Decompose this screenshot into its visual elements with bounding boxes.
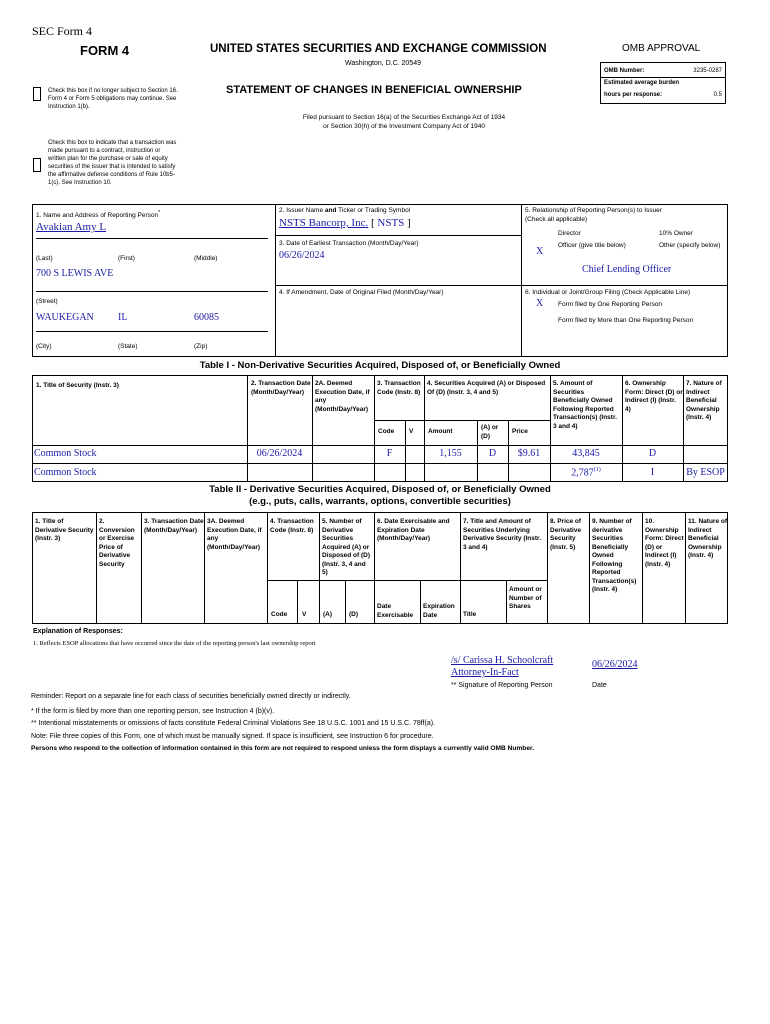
t1-r2-owned: 2,787$^{(1)}$ [571, 467, 601, 479]
footnote-1: 1. Reflects ESOP allocations that have occurred since the date of the reporting person's last ownership report [33, 640, 316, 647]
zip-value: 60085 [194, 312, 219, 323]
t1-h4: 4. Securities Acquired (A) or Disposed Of (D) (Instr. 3, 4 and 5) [427, 380, 546, 396]
t1-h-price: Price [512, 428, 528, 435]
table-row: Common Stock [34, 448, 97, 459]
explanation-label: Explanation of Responses: [33, 628, 123, 635]
earliest-date-value: 06/26/2024 [279, 250, 325, 261]
signature-label: ** Signature of Reporting Person [451, 682, 553, 689]
signature-name[interactable]: /s/ Carissa H. Schoolcraft Attorney-In-Fact [451, 655, 554, 678]
t2-h-date-ex: Date Exercisable [377, 603, 414, 619]
t1-r1-date: 06/26/2024 [256, 448, 303, 459]
relationship-label: 5. Relationship of Reporting Person(s) to Issuer (Check all applicable) [525, 207, 662, 223]
rule-10b5-checkbox[interactable] [33, 158, 41, 172]
middle-label: (Middle) [194, 255, 218, 262]
t1-h5: 5. Amount of Securities Beneficially Owned Following Reported Transaction(s) (Instr. 3 and 4) [553, 380, 617, 430]
zip-label: (Zip) [194, 343, 208, 350]
reminder-text: Reminder: Report on a separate line for each class of securities beneficially owned directly or indirectly. [31, 693, 351, 700]
city-label: (City) [36, 343, 52, 350]
section16-checkbox[interactable] [33, 87, 41, 101]
t2-h5: 5. Number of Derivative Securities Acquired (A) or Disposed of (D) (Instr. 3, 4 and 5) [322, 518, 371, 576]
omb-number-label: OMB Number: [604, 68, 645, 74]
t1-h6: 6. Ownership Form: Direct (D) or Indirect (I) (Instr. 4) [625, 380, 683, 413]
issuer-name[interactable]: NSTS Bancorp, Inc. [279, 217, 369, 229]
t1-h-v: V [409, 428, 414, 435]
officer-title: Chief Lending Officer [582, 264, 672, 275]
omb-approval-title: OMB APPROVAL [622, 43, 701, 54]
owner10-label: 10% Owner [659, 230, 693, 237]
director-label: Director [558, 230, 581, 237]
t2-h3: 3. Transaction Date (Month/Day/Year) [144, 518, 204, 534]
t2-h-a: (A) [323, 611, 333, 618]
t1-h-aord: (A) or (D) [481, 424, 499, 440]
hours-label: hours per response: [604, 92, 663, 98]
rule-10b5-text: Check this box to indicate that a transaction was made pursuant to a contract, instruction or written plan for the purchase or sale of equity securities of the issuer that is intended to satisfy the affirmative defense conditions of Rule 10b5-1(c). See Instruction 10. [48, 140, 177, 186]
street-value: 700 S LEWIS AVE [36, 268, 114, 279]
t2-h-title: Title [463, 611, 477, 618]
location: Washington, D.C. 20549 [345, 60, 422, 67]
section16-text: Check this box if no longer subject to Section 16. Form 4 or Form 5 obligations may continue. See Instruction 1(b). [48, 88, 178, 110]
t1-h2: 2. Transaction Date (Month/Day/Year) [251, 380, 311, 396]
date-label: Date [592, 682, 607, 689]
reporting-person-name[interactable]: Avakian Amy L [36, 221, 107, 233]
omb-box [600, 62, 726, 104]
t2-h2: 2. Conversion or Exercise Price of Derivative Security [99, 518, 135, 568]
t1-h2a: 2A. Deemed Execution Date, if any (Month/Day/Year) [315, 380, 370, 413]
t2-h1: 1. Title of Derivative Security (Instr. 3) [35, 518, 94, 542]
t1-r1-amount: 1,155 [439, 448, 462, 459]
other-label: Other (specify below) [659, 242, 721, 249]
t1-h3: 3. Transaction Code (Instr. 8) [377, 380, 421, 396]
t1-h-code: Code [378, 428, 395, 435]
table1-title: Table I - Non-Derivative Securities Acquired, Disposed of, or Beneficially Owned [199, 360, 561, 371]
t2-h-amount: Amount or Number of Shares [509, 586, 542, 610]
t1-r1-code: F [386, 448, 393, 459]
earliest-date-label: 3. Date of Earliest Transaction (Month/Day/Year) [279, 240, 419, 247]
reporting-person-label: 1. Name and Address of Reporting Person* [36, 210, 161, 220]
t2-h3a: 3A. Deemed Execution Date, if any (Month/Day/Year) [207, 518, 262, 551]
star-note: * If the form is filed by more than one reporting person, see Instruction 4 (b)(v). [31, 708, 275, 715]
t1-r1-aord: D [488, 448, 497, 459]
omb-number-value: 3235-0287 [693, 68, 722, 74]
issuer-name-line: NSTS Bancorp, Inc. [ NSTS ] [279, 217, 411, 229]
starstar-note: ** Intentional misstatements or omissions of facts constitute Federal Criminal Violations See 18 U.S.C. 1001 and 15 U.S.C. 78ff(a). [31, 720, 435, 727]
officer-label: Officer (give title below) [558, 242, 626, 249]
t1-h-amount: Amount [428, 428, 453, 435]
filing-label: 6. Individual or Joint/Group Filing (Check Applicable Line) [525, 289, 691, 296]
amendment-label: 4. If Amendment, Date of Original Filed (Month/Day/Year) [279, 289, 444, 296]
t2-h8: 8. Price of Derivative Security (Instr. 5) [550, 518, 582, 551]
table-row: Common Stock [34, 467, 97, 478]
burden-label: Estimated average burden [604, 80, 680, 86]
sec-form-label: SEC Form 4 [32, 24, 93, 38]
t2-h-v: V [302, 611, 307, 618]
street-label: (Street) [36, 298, 58, 305]
persons-text: Persons who respond to the collection of information contained in this form are not required to respond unless the form displays a currently valid OMB Number. [31, 745, 535, 752]
t2-h-d: (D) [349, 611, 359, 618]
note-text: Note: File three copies of this Form, one of which must be manually signed. If space is insufficient, see Instruction 6 for procedure. [31, 733, 434, 740]
officer-checkmark[interactable]: X [536, 246, 544, 257]
commission-title: UNITED STATES SECURITIES AND EXCHANGE COMMISSION [210, 43, 547, 55]
more-persons-label: Form filed by More than One Reporting Person [558, 317, 694, 324]
state-value: IL [118, 312, 128, 323]
form-title: FORM 4 [80, 43, 130, 58]
first-label: (First) [118, 255, 135, 262]
last-label: (Last) [36, 255, 53, 262]
t2-h9: 9. Number of derivative Securities Beneficially Owned Following Reported Transaction(s) (Instr. 4) [592, 518, 637, 593]
t1-r1-price: $9.61 [517, 448, 541, 459]
one-person-checkmark[interactable]: X [536, 298, 544, 309]
t2-h-exp: Expiration Date [423, 603, 455, 619]
t1-r2-form: I [650, 467, 655, 478]
one-person-label: Form filed by One Reporting Person [558, 301, 663, 308]
t1-r2-nature: By ESOP [686, 467, 725, 478]
t2-h4: 4. Transaction Code (Instr. 8) [270, 518, 314, 534]
hours-value: 0.5 [713, 92, 722, 98]
t2-h6: 6. Date Exercisable and Expiration Date (Month/Day/Year) [377, 518, 450, 542]
t1-r1-owned: 43,845 [572, 448, 600, 459]
t2-h7: 7. Title and Amount of Securities Underlying Derivative Security (Instr. 3 and 4) [463, 518, 542, 551]
t1-h7: 7. Nature of Indirect Beneficial Ownership (Instr. 4) [686, 380, 722, 421]
signature-date: 06/26/2024 [592, 659, 638, 670]
t1-r1-form: D [648, 448, 657, 459]
issuer-label: 2. Issuer Name and Ticker or Trading Symbol [279, 207, 411, 214]
t1-h1: 1. Title of Security (Instr. 3) [36, 382, 119, 389]
t2-h11: 11. Nature of Indirect Beneficial Ownership (Instr. 4) [688, 518, 728, 559]
statement-title: STATEMENT OF CHANGES IN BENEFICIAL OWNERSHIP [226, 84, 522, 96]
t2-h-code: Code [271, 611, 288, 618]
state-label: (State) [118, 343, 138, 350]
city-value: WAUKEGAN [36, 312, 94, 323]
issuer-ticker: NSTS [377, 217, 405, 229]
t2-h10: 10. Ownership Form: Direct (D) or Indirect (I) (Instr. 4) [645, 518, 684, 568]
filed-pursuant: Filed pursuant to Section 16(a) of the Securities Exchange Act of 1934 or Section 30(h) of the Investment Company Act of 1940 [302, 114, 506, 130]
table2-title: Table II - Derivative Securities Acquired, Disposed of, or Beneficially Owned (e.g., puts, calls, warrants, options, convertible securities) [209, 484, 551, 507]
